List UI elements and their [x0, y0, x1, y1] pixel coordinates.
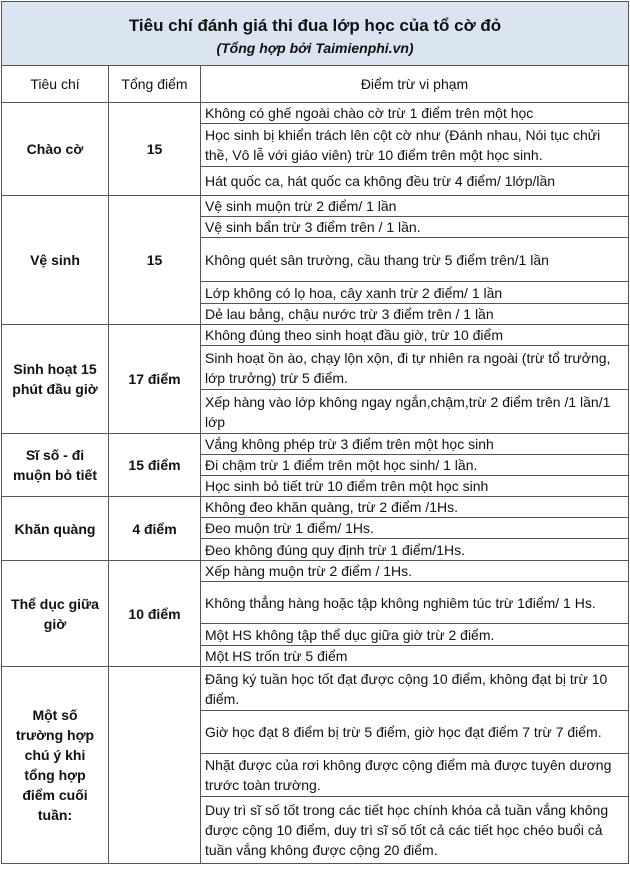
column-header-row	[2, 66, 629, 103]
deduction-rule-cell: Giờ học đạt 8 điểm bị trừ 5 điểm, giờ học đạt điểm 7 trừ 7 điểm.	[201, 711, 629, 754]
deduction-rule-cell: Học sinh bỏ tiết trừ 10 điểm trên một học sinh	[201, 476, 629, 497]
points-cell: 4 điểm	[109, 497, 201, 561]
table-row	[2, 561, 629, 582]
deduction-rule-cell: Không đúng theo sinh hoạt đầu giờ, trừ 10 điểm	[201, 325, 629, 346]
deduction-rule-cell: Vệ sinh muộn trừ 2 điểm/ 1 lần	[201, 196, 629, 217]
points-cell: 17 điểm	[109, 325, 201, 434]
criterion-cell: Một số trường hợp chú ý khi tổng hợp điểm cuối tuần:	[2, 667, 109, 864]
deduction-rule-cell: Đeo muộn trừ 1 điểm/ 1Hs.	[201, 518, 629, 539]
deduction-rule-cell: Dẻ lau bảng, chậu nước trừ 3 điểm trên / 1 lần	[201, 304, 629, 325]
deduction-rule-cell: Một HS không tập thể dục giữa giờ trừ 2 điểm.	[201, 624, 629, 646]
criterion-cell: Vệ sinh	[2, 196, 109, 325]
deduction-rule-cell: Học sinh bị khiển trách lên cột cờ như (Đánh nhau, Nói tục chửi thề, Vô lễ với giáo viên) trừ 10 điểm trên một học sinh.	[201, 124, 629, 167]
deduction-rule-cell: Duy trì sĩ số tốt trong các tiết học chính khóa cả tuần vắng không được cộng 10 điểm, duy trì sĩ số tốt cả các tiết học chéo buổi cả tuần vắng không được cộng 20 điểm.	[201, 797, 629, 864]
deduction-rule-cell: Xếp hàng vào lớp không ngay ngắn,chậm,trừ 2 điểm trên /1 lần/1 lớp	[201, 390, 629, 434]
page-title: Tiêu chí đánh giá thi đua lớp học của tổ cờ đỏ	[128, 15, 502, 35]
points-cell: 15 điểm	[109, 434, 201, 497]
header-row	[2, 2, 629, 66]
deduction-rule-cell: Nhặt được của rơi không được cộng điểm mà được tuyên dương trước toàn trường.	[201, 754, 629, 797]
table-row	[2, 497, 629, 518]
table-row	[2, 103, 629, 124]
deduction-rule-cell: Không thẳng hàng hoặc tập không nghiêm túc trừ 1điểm/ 1 Hs.	[201, 582, 629, 624]
points-cell: 15	[109, 196, 201, 325]
points-cell	[109, 667, 201, 864]
deduction-rule-cell: Đi chậm trừ 1 điểm trên một học sinh/ 1 lần.	[201, 455, 629, 476]
table-row	[2, 667, 629, 711]
column-header-deductions: Điểm trừ vi phạm	[201, 66, 629, 103]
header-cell	[2, 2, 629, 66]
deduction-rule-cell: Một HS trốn trừ 5 điểm	[201, 646, 629, 667]
criteria-table	[1, 1, 629, 864]
deduction-rule-cell: Không có ghế ngoài chào cờ trừ 1 điểm trên một học	[201, 103, 629, 124]
table-row	[2, 325, 629, 346]
points-cell: 15	[109, 103, 201, 196]
deduction-rule-cell: Đăng ký tuần học tốt đạt được cộng 10 điểm, không đạt bị trừ 10 điểm.	[201, 667, 629, 711]
points-cell: 10 điểm	[109, 561, 201, 667]
criterion-cell: Sĩ số - đi muộn bỏ tiết	[2, 434, 109, 497]
deduction-rule-cell: Không đeo khăn quàng, trừ 2 điểm /1Hs.	[201, 497, 629, 518]
deduction-rule-cell: Vắng không phép trừ 3 điểm trên một học sinh	[201, 434, 629, 455]
deduction-rule-cell: Sinh hoạt ồn ào, chạy lộn xộn, đi tự nhiên ra ngoài (trừ tổ trưởng, lớp trưởng) trừ 5 điểm.	[201, 346, 629, 390]
deduction-rule-cell: Vệ sinh bẩn trừ 3 điểm trên / 1 lần.	[201, 217, 629, 238]
column-header-criterion: Tiêu chí	[2, 66, 109, 103]
deduction-rule-cell: Đeo không đúng quy định trừ 1 điểm/1Hs.	[201, 539, 629, 561]
criterion-cell: Sinh hoạt 15 phút đầu giờ	[2, 325, 109, 434]
page-subtitle: (Tổng hợp bởi Taimienphi.vn)	[216, 39, 414, 56]
deduction-rule-cell: Lớp không có lọ hoa, cây xanh trừ 2 điểm/ 1 lần	[201, 282, 629, 304]
deduction-rule-cell: Xếp hàng muộn trừ 2 điểm / 1Hs.	[201, 561, 629, 582]
column-header-points: Tổng điểm	[109, 66, 201, 103]
criterion-cell: Khăn quàng	[2, 497, 109, 561]
deduction-rule-cell: Hát quốc ca, hát quốc ca không đều trừ 4 điểm/ 1lớp/lần	[201, 167, 629, 196]
criterion-cell: Chào cờ	[2, 103, 109, 196]
table-row	[2, 196, 629, 217]
table-row	[2, 434, 629, 455]
criterion-cell: Thể dục giữa giờ	[2, 561, 109, 667]
deduction-rule-cell: Không quét sân trường, cầu thang trừ 5 điểm trên/1 lần	[201, 238, 629, 282]
